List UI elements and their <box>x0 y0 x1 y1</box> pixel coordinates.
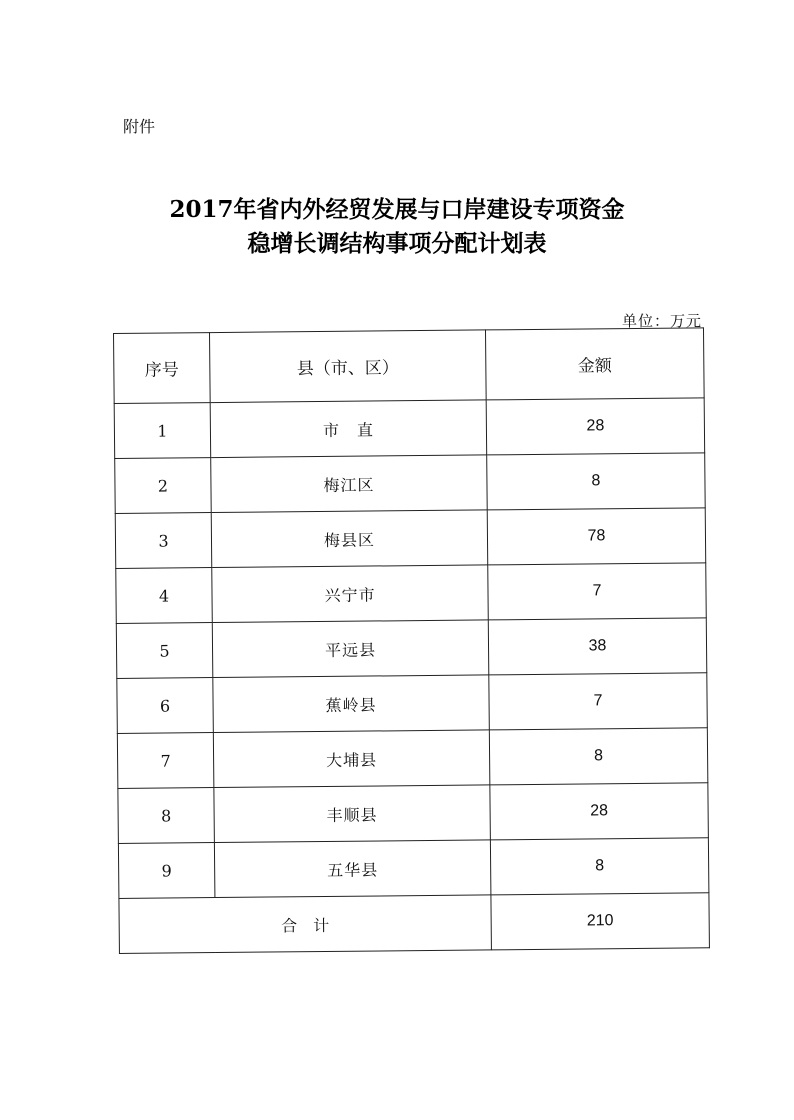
header-amount: 金额 <box>485 328 704 400</box>
row-county: 兴宁市 <box>212 565 489 623</box>
row-amount: 78 <box>487 508 706 565</box>
table-row <box>115 508 706 569</box>
row-amount: 7 <box>489 673 708 730</box>
total-amount: 210 <box>491 893 710 950</box>
table-row <box>114 398 705 459</box>
table-row <box>116 563 707 624</box>
table-row <box>117 728 708 789</box>
row-amount: 8 <box>490 838 709 895</box>
row-seq: 4 <box>116 568 213 624</box>
row-amount: 28 <box>490 783 709 840</box>
header-county: 县（市、区） <box>210 330 487 403</box>
document-title <box>0 193 794 261</box>
row-seq: 1 <box>114 403 211 459</box>
allocation-table <box>113 327 710 954</box>
table-total-row <box>119 893 710 954</box>
row-amount: 7 <box>488 563 707 620</box>
row-seq: 6 <box>117 678 214 734</box>
total-label: 合 计 <box>119 895 492 954</box>
table-header-row <box>114 328 705 404</box>
row-county: 蕉岭县 <box>213 675 490 733</box>
row-county: 梅江区 <box>211 455 488 513</box>
row-seq: 5 <box>116 623 213 679</box>
row-seq: 2 <box>115 458 212 514</box>
row-county: 梅县区 <box>211 510 488 568</box>
row-seq: 3 <box>115 513 212 569</box>
row-county: 市 直 <box>210 400 487 458</box>
row-county: 大埔县 <box>213 730 490 788</box>
row-seq: 7 <box>117 733 214 789</box>
table-row <box>118 783 709 844</box>
row-amount: 28 <box>486 398 705 455</box>
row-amount: 38 <box>488 618 707 675</box>
row-amount: 8 <box>489 728 708 785</box>
unit-label: 单位：万元 <box>621 312 702 330</box>
row-amount: 8 <box>487 453 706 510</box>
row-county: 丰顺县 <box>214 785 491 843</box>
title-line-1: 2017年省内外经贸发展与口岸建设专项资金 <box>169 196 625 223</box>
row-seq: 9 <box>118 843 215 899</box>
table-row <box>118 838 709 899</box>
attachment-label: 附件 <box>123 117 156 136</box>
row-county: 五华县 <box>214 840 491 898</box>
title-line-2: 稳增长调结构事项分配计划表 <box>247 230 547 257</box>
table-row <box>115 453 706 514</box>
table-row <box>116 618 707 679</box>
row-county: 平远县 <box>212 620 489 678</box>
table-row <box>117 673 708 734</box>
row-seq: 8 <box>118 788 215 844</box>
header-seq: 序号 <box>114 333 211 404</box>
